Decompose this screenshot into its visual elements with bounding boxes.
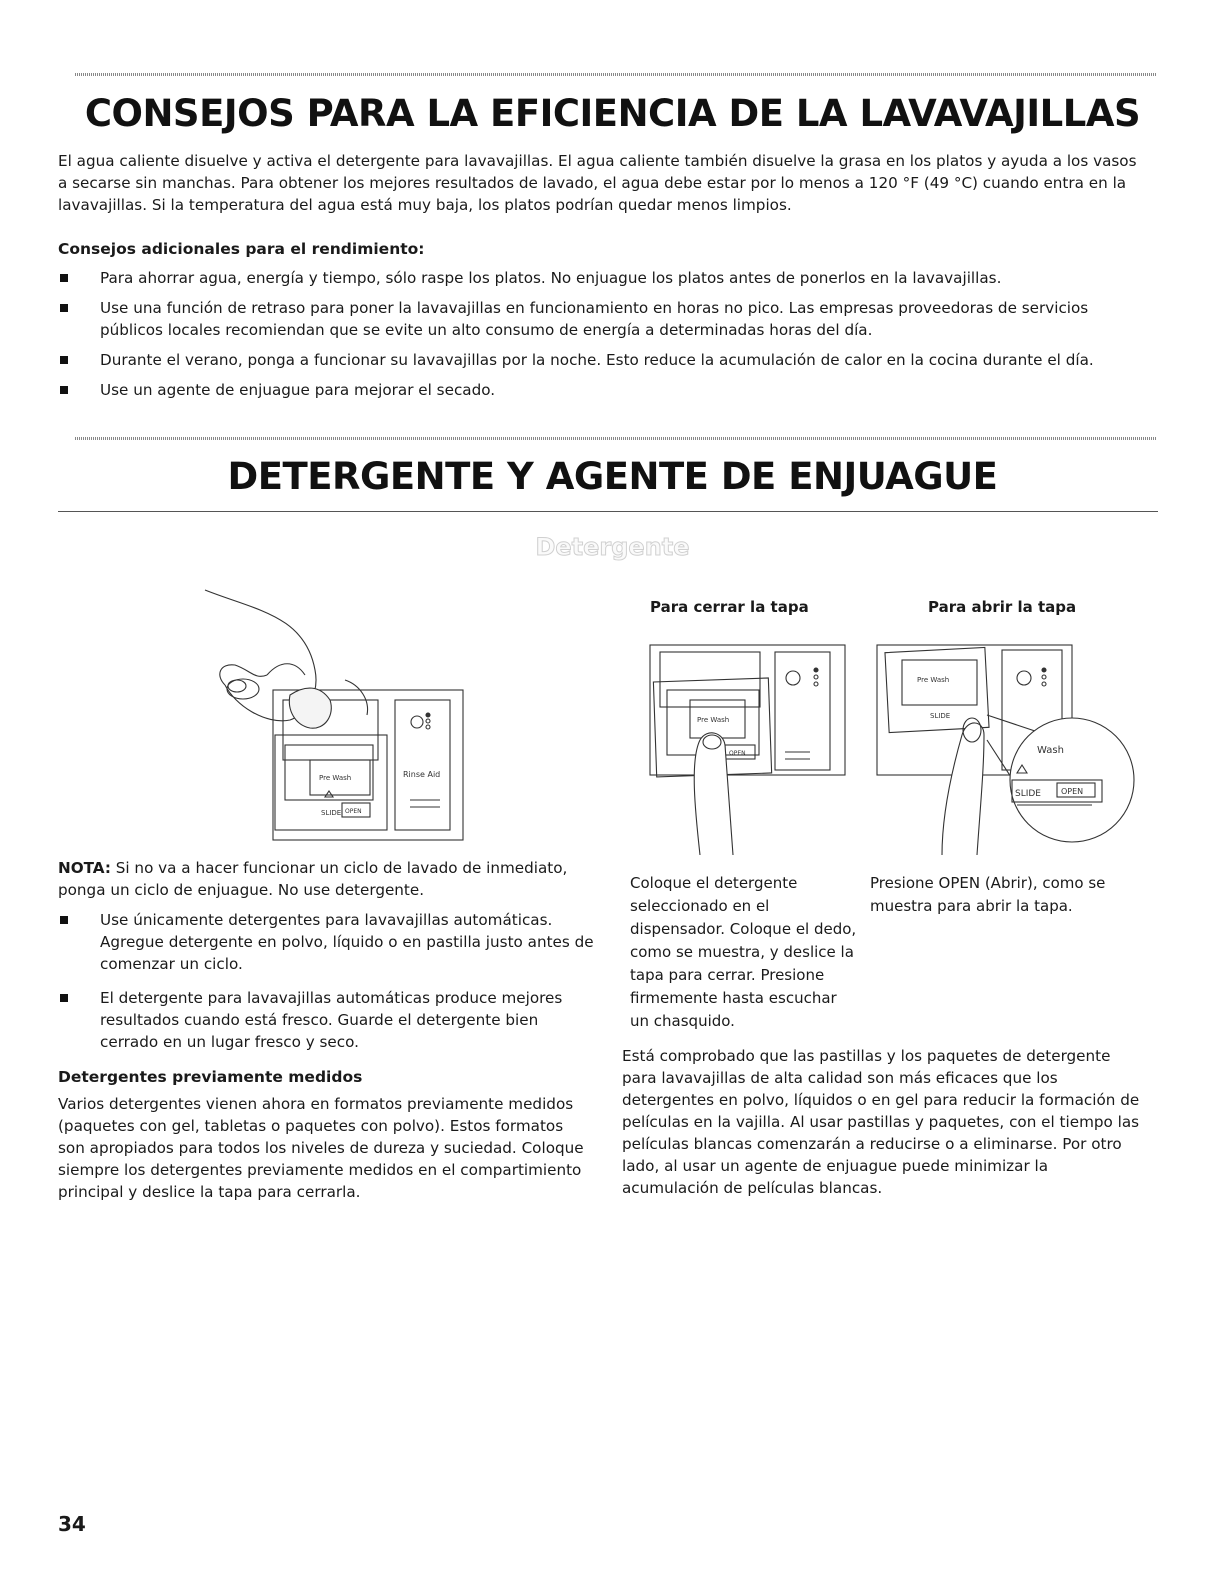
bullet-square [60, 304, 68, 312]
open-lid-illustration [872, 640, 1147, 860]
section-title-efficiency: CONSEJOS PARA LA EFICIENCIA DE LA LAVAVAJILLAS [84, 92, 1141, 135]
list-item: Use una función de retraso para poner la lavavajillas en funcionamiento en horas no pico. Las empresas proveedoras de servicios públicos locales recomiendan que se evite un alto consumo de energía a determinadas horas del día. [58, 297, 1148, 341]
top-divider [75, 73, 1157, 76]
detergent-tips-list [58, 909, 598, 1061]
performance-tips-list [58, 267, 1148, 409]
rinse-aid-label: Rinse Aid [403, 770, 441, 779]
slide-label-zoom: SLIDE [1015, 789, 1041, 799]
efficiency-intro: El agua caliente disuelve y activa el detergente para lavavajillas. El agua caliente también disuelve la grasa en los platos y ayuda a los vasos a secarse sin manchas. Para obtener los mejores resultados de lavado, el agua debe estar por lo menos a 120 °F (49 °C) cuando entra en la lavavajillas. Si la temperatura del agua está muy baja, los platos podrían quedar menos limpios. [58, 152, 1137, 214]
bullet-square [60, 386, 68, 394]
section-title-detergent: DETERGENTE Y AGENTE DE ENJUAGUE [227, 455, 998, 498]
prewash-label: Pre Wash [697, 716, 730, 724]
performance-subhead: Consejos adicionales para el rendimiento: [58, 240, 425, 258]
open-lid-caption: Presione OPEN (Abrir), como se muestra para abrir la tapa. [870, 874, 1106, 915]
close-lid-heading: Para cerrar la tapa [650, 598, 809, 616]
bullet-square [60, 356, 68, 364]
note-label: NOTA: [58, 859, 111, 877]
open-lid-heading: Para abrir la tapa [928, 598, 1077, 616]
wash-label: Wash [1037, 745, 1064, 756]
open-label: OPEN [345, 808, 362, 815]
premeasured-text: Varios detergentes vienen ahora en formatos previamente medidos (paquetes con gel, tabletas o paquetes con polvo). Estos formatos son apropiados para todos los niveles de dureza y suciedad. Coloque siempre los detergentes previamente medidos en el compartimiento principal y deslice la tapa para cerrarla. [58, 1095, 584, 1201]
close-lid-caption: Coloque el detergente seleccionado en el dispensador. Coloque el dedo, como se muestra, y deslice la tapa para cerrar. Presione firmemente hasta escuchar un chasquido. [630, 874, 857, 1030]
list-item: Use únicamente detergentes para lavavajillas automáticas. Agregue detergente en polvo, líquido o en pastilla justo antes de comenzar un ciclo. [58, 909, 598, 975]
premeasured-heading: Detergentes previamente medidos [58, 1068, 363, 1086]
tablets-paragraph: Está comprobado que las pastillas y los paquetes de detergente para lavavajillas de alta calidad son más eficaces que los detergentes en polvo, líquidos o en gel para reducir la formación de películas en la vajilla. Al usar pastillas y paquetes, con el tiempo las películas blancas comenzarán a reducirse o a eliminarse. Por otro lado, al usar un agente de enjuague puede minimizar la acumulación de películas blancas. [622, 1047, 1140, 1197]
list-item: El detergente para lavavajillas automáticas produce mejores resultados cuando está fresco. Guarde el detergente bien cerrado en un lugar fresco y seco. [58, 987, 598, 1053]
dispenser-fill-illustration [195, 585, 480, 850]
list-item: Use un agente de enjuague para mejorar el secado. [58, 379, 1148, 401]
open-label: OPEN [729, 750, 746, 757]
bullet-square [60, 994, 68, 1002]
close-lid-illustration [645, 640, 850, 855]
prewash-label: Pre Wash [319, 774, 352, 782]
bullet-square [60, 916, 68, 924]
prewash-label: Pre Wash [917, 676, 950, 684]
middle-divider [75, 437, 1157, 440]
open-label-zoom: OPEN [1061, 787, 1084, 796]
section-underline [58, 511, 1158, 512]
note-paragraph [58, 857, 578, 901]
note-text: Si no va a hacer funcionar un ciclo de lavado de inmediato, ponga un ciclo de enjuague. No use detergente. [58, 859, 568, 899]
list-item: Durante el verano, ponga a funcionar su lavavajillas por la noche. Esto reduce la acumulación de calor en la cocina durante el día. [58, 349, 1148, 371]
bullet-square [60, 274, 68, 282]
slide-label: SLIDE [930, 712, 951, 720]
detergent-subtitle: Detergente [535, 533, 690, 561]
slide-label: SLIDE [321, 809, 342, 817]
page-number: 34 [58, 1512, 86, 1536]
list-item: Para ahorrar agua, energía y tiempo, sólo raspe los platos. No enjuague los platos antes de ponerlos en la lavavajillas. [58, 267, 1148, 289]
